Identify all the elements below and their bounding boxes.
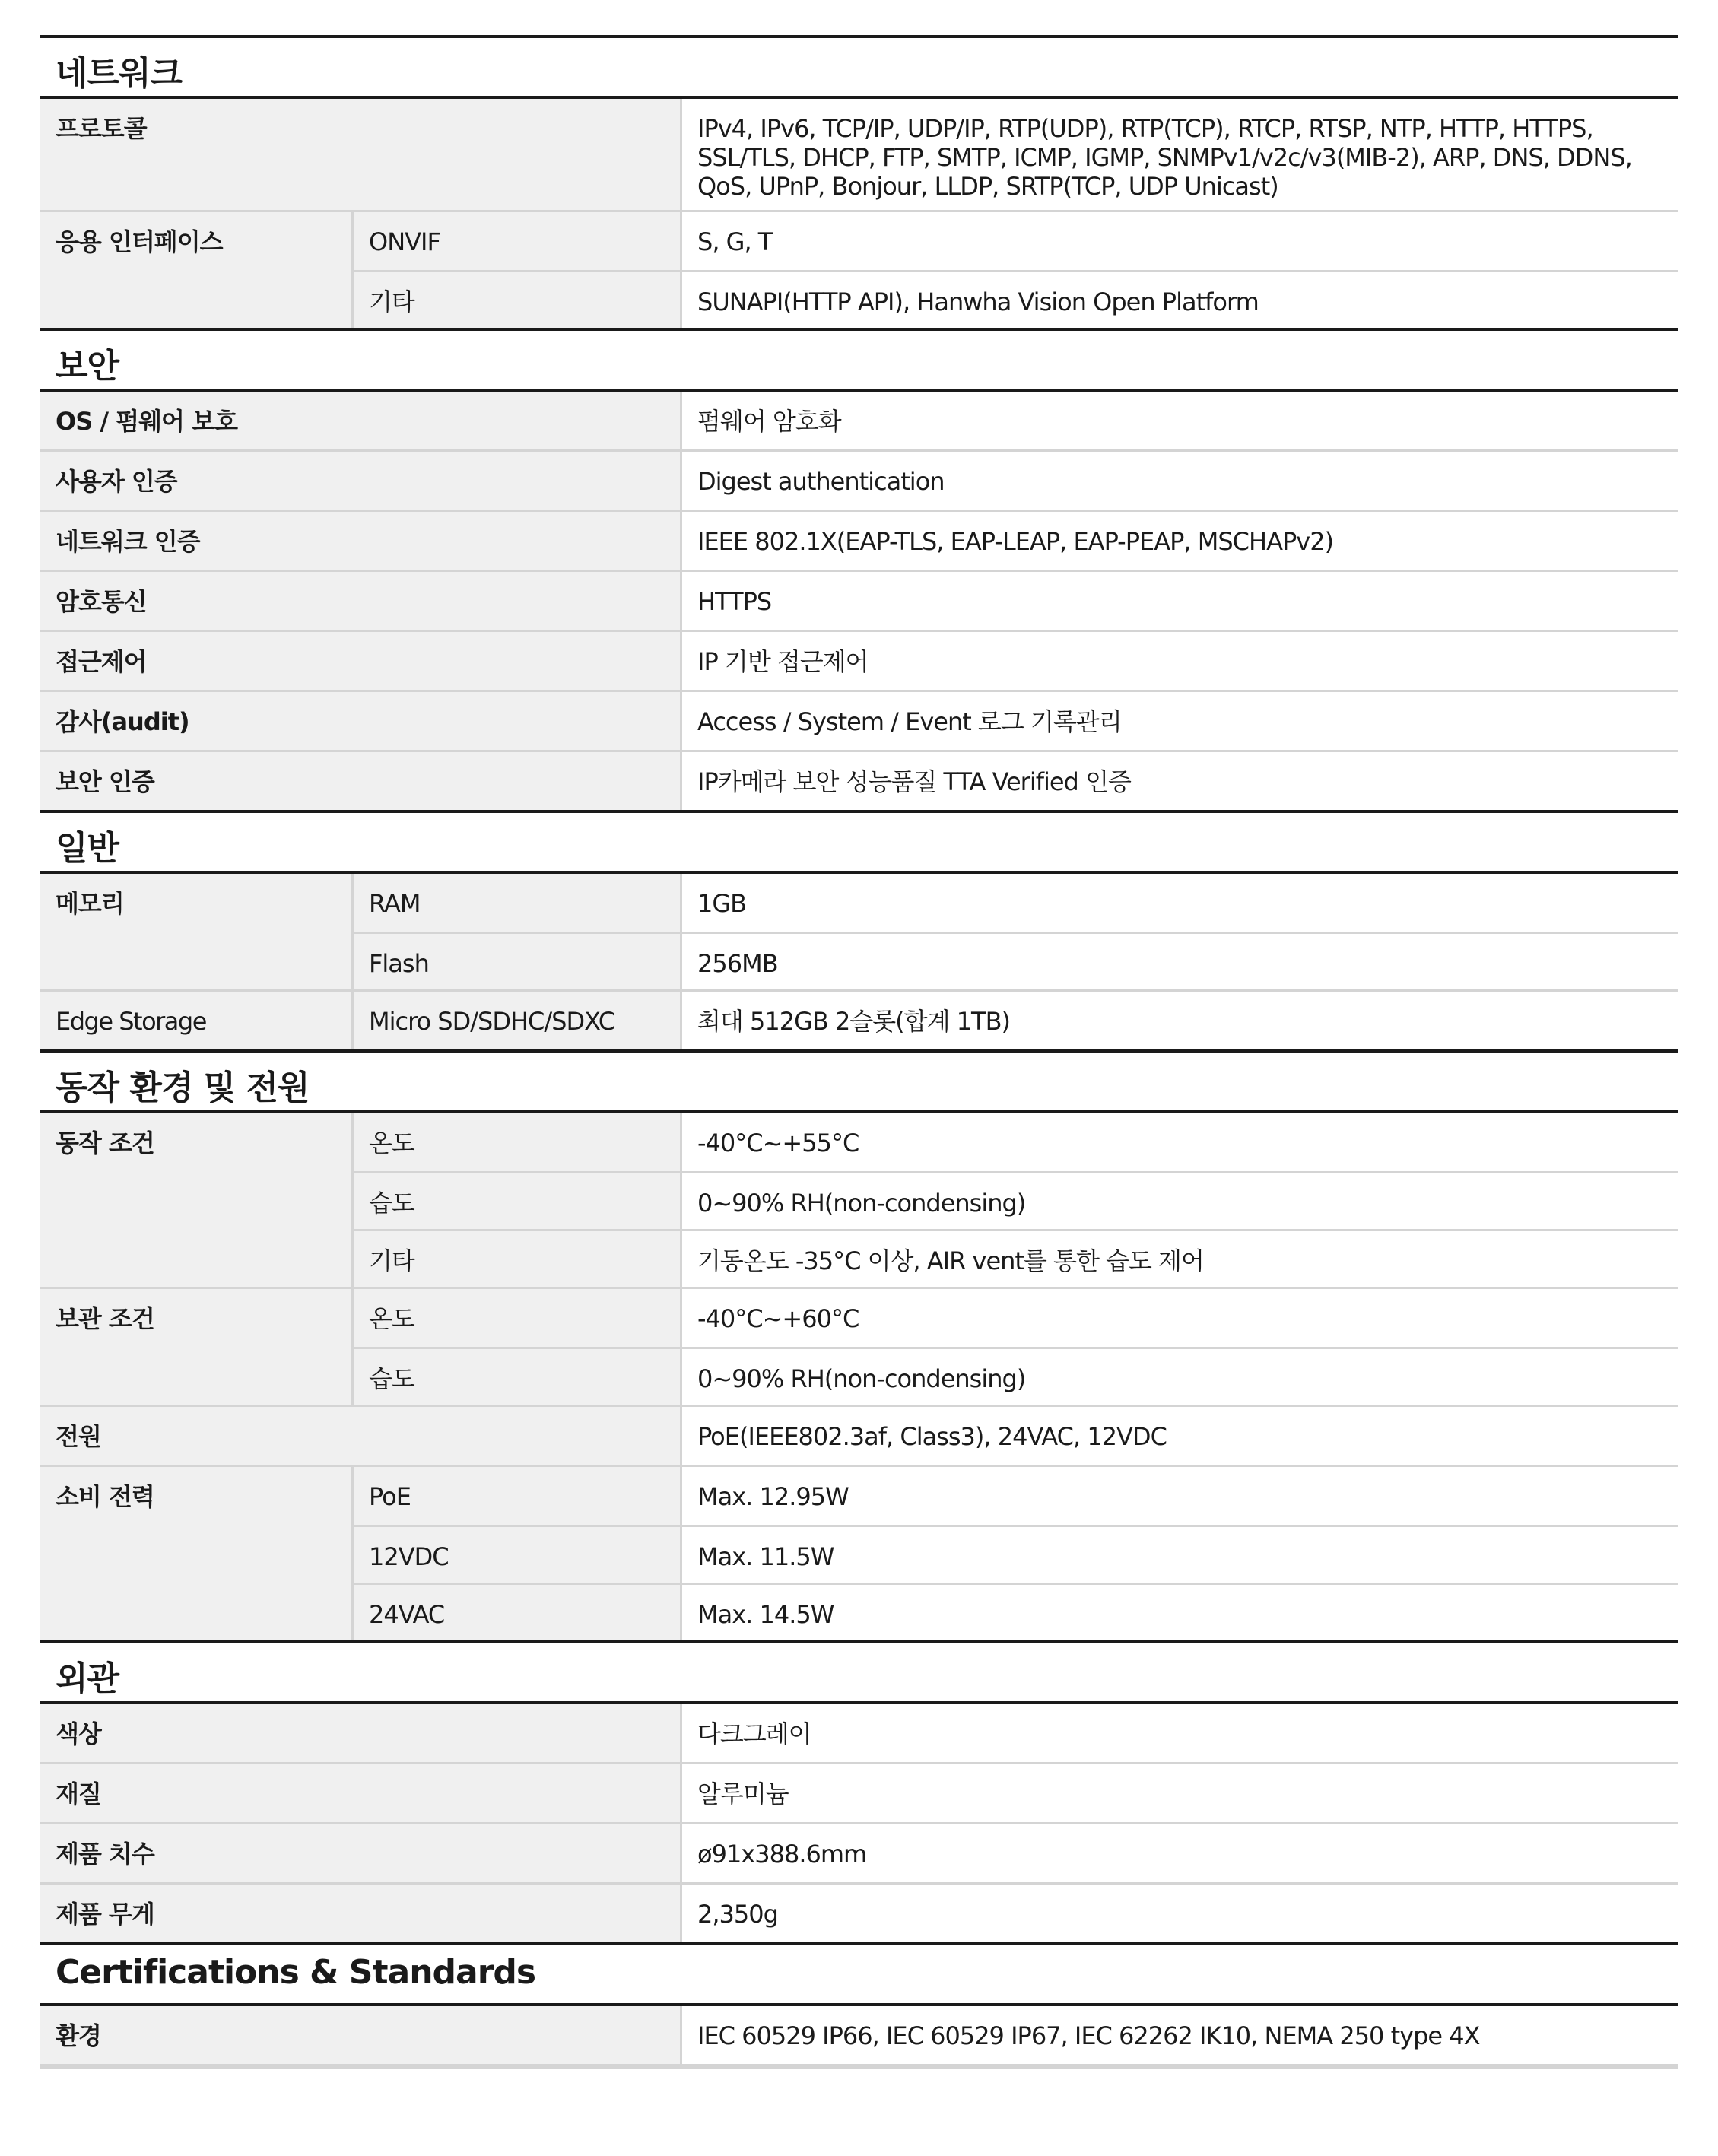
spec-label: 사용자 인증 xyxy=(40,452,680,510)
spec-label: 프로토콜 xyxy=(40,99,680,210)
spec-label: 색상 xyxy=(40,1704,680,1762)
spec-sub-label: 습도 xyxy=(351,1171,680,1229)
spec-value: IP 기반 접근제어 xyxy=(680,632,1678,690)
section-title: 외관 xyxy=(40,1643,1678,1704)
spec-value: IP카메라 보안 성능품질 TTA Verified 인증 xyxy=(680,752,1678,810)
spec-value: HTTPS xyxy=(680,572,1678,630)
spec-row-memory xyxy=(40,874,1678,992)
spec-table xyxy=(40,35,1678,2069)
spec-label: 네트워크 인증 xyxy=(40,512,680,570)
spec-row xyxy=(40,692,1678,752)
spec-row xyxy=(40,572,1678,632)
spec-value: 기동온도 -35°C 이상, AIR vent를 통한 습도 제어 xyxy=(680,1229,1678,1287)
spec-sub-label: 온도 xyxy=(351,1289,680,1347)
spec-value: PoE(IEEE802.3af, Class3), 24VAC, 12VDC xyxy=(680,1407,1678,1465)
spec-sub-label: PoE xyxy=(351,1467,680,1525)
spec-label: 응용 인터페이스 xyxy=(40,212,351,328)
spec-value: S, G, T xyxy=(680,212,1678,270)
table-bottom-rule xyxy=(40,2066,1678,2069)
section-title: 일반 xyxy=(40,813,1678,874)
spec-label: 보안 인증 xyxy=(40,752,680,810)
spec-label: 제품 치수 xyxy=(40,1824,680,1882)
spec-value: Max. 12.95W xyxy=(680,1467,1678,1525)
spec-sub-label: 12VDC xyxy=(351,1525,680,1583)
section-environment-power xyxy=(40,1049,1678,1640)
spec-value: ø91x388.6mm xyxy=(680,1824,1678,1882)
spec-value: Max. 11.5W xyxy=(680,1525,1678,1583)
spec-value: IEC 60529 IP66, IEC 60529 IP67, IEC 62262 IK10, NEMA 250 type 4X xyxy=(680,2006,1678,2064)
spec-value: -40°C~+60°C xyxy=(680,1289,1678,1347)
spec-sub-label: 기타 xyxy=(351,1229,680,1287)
spec-sub-label: 24VAC xyxy=(351,1583,680,1640)
spec-sub-label: RAM xyxy=(351,874,680,932)
spec-sub-label: Flash xyxy=(351,932,680,989)
spec-value-line: SSL/TLS, DHCP, FTP, SMTP, ICMP, IGMP, SNMPv1/v2c/v3(MIB-2), ARP, DNS, DDNS, xyxy=(697,143,1632,172)
spec-row xyxy=(40,2006,1678,2066)
spec-value: -40°C~+55°C xyxy=(680,1113,1678,1171)
spec-label: 전원 xyxy=(40,1407,680,1465)
spec-label: 메모리 xyxy=(40,874,351,989)
spec-value: 알루미늄 xyxy=(680,1764,1678,1822)
spec-row xyxy=(40,1885,1678,1942)
spec-label: 접근제어 xyxy=(40,632,680,690)
spec-label: 암호통신 xyxy=(40,572,680,630)
section-title: 보안 xyxy=(40,331,1678,392)
spec-row xyxy=(40,512,1678,572)
spec-value: Digest authentication xyxy=(680,452,1678,510)
spec-row-protocol xyxy=(40,99,1678,212)
spec-row xyxy=(40,1764,1678,1824)
section-title: Certifications & Standards xyxy=(40,1945,1678,2006)
spec-row-operating-conditions xyxy=(40,1113,1678,1289)
spec-value-line: QoS, UPnP, Bonjour, LLDP, SRTP(TCP, UDP Unicast) xyxy=(697,172,1278,201)
spec-value: 2,350g xyxy=(680,1885,1678,1942)
spec-label: OS / 펌웨어 보호 xyxy=(40,392,680,449)
spec-value: IEEE 802.1X(EAP-TLS, EAP-LEAP, EAP-PEAP, MSCHAPv2) xyxy=(680,512,1678,570)
spec-value: Max. 14.5W xyxy=(680,1583,1678,1640)
spec-label: 제품 무게 xyxy=(40,1885,680,1942)
spec-value-line: IPv4, IPv6, TCP/IP, UDP/IP, RTP(UDP), RTP(TCP), RTCP, RTSP, NTP, HTTP, HTTPS, xyxy=(697,114,1593,143)
spec-row-edge-storage xyxy=(40,992,1678,1049)
spec-label: 환경 xyxy=(40,2006,680,2064)
spec-label: 보관 조건 xyxy=(40,1289,351,1405)
spec-row-power xyxy=(40,1407,1678,1467)
spec-label: 감사(audit) xyxy=(40,692,680,750)
spec-row-app-interface xyxy=(40,212,1678,328)
spec-value: 0~90% RH(non-condensing) xyxy=(680,1171,1678,1229)
spec-row xyxy=(40,632,1678,692)
section-title: 네트워크 xyxy=(40,38,1678,99)
spec-row xyxy=(40,452,1678,512)
spec-row xyxy=(40,392,1678,452)
section-network xyxy=(40,35,1678,328)
spec-row-storage-conditions xyxy=(40,1289,1678,1407)
spec-value: Access / System / Event 로그 기록관리 xyxy=(680,692,1678,750)
spec-label: 동작 조건 xyxy=(40,1113,351,1287)
spec-label: Edge Storage xyxy=(40,992,351,1049)
section-general xyxy=(40,810,1678,1049)
spec-row xyxy=(40,1704,1678,1764)
spec-label: 소비 전력 xyxy=(40,1467,351,1640)
spec-sub-label: 온도 xyxy=(351,1113,680,1171)
spec-value xyxy=(680,99,1678,210)
spec-value: 1GB xyxy=(680,874,1678,932)
section-exterior xyxy=(40,1640,1678,1942)
section-title: 동작 환경 및 전원 xyxy=(40,1053,1678,1113)
spec-value: 256MB xyxy=(680,932,1678,989)
spec-value: SUNAPI(HTTP API), Hanwha Vision Open Platform xyxy=(680,270,1678,328)
spec-sub-label: ONVIF xyxy=(351,212,680,270)
spec-row xyxy=(40,752,1678,810)
spec-sub-label: 기타 xyxy=(351,270,680,328)
section-certifications xyxy=(40,1942,1678,2069)
spec-value: 최대 512GB 2슬롯(합계 1TB) xyxy=(680,992,1678,1049)
spec-value: 펌웨어 암호화 xyxy=(680,392,1678,449)
spec-sub-label: Micro SD/SDHC/SDXC xyxy=(351,992,680,1049)
spec-row-power-consumption xyxy=(40,1467,1678,1640)
section-security xyxy=(40,328,1678,810)
spec-value: 0~90% RH(non-condensing) xyxy=(680,1347,1678,1405)
spec-value: 다크그레이 xyxy=(680,1704,1678,1762)
spec-sub-label: 습도 xyxy=(351,1347,680,1405)
spec-label: 재질 xyxy=(40,1764,680,1822)
spec-row xyxy=(40,1824,1678,1885)
